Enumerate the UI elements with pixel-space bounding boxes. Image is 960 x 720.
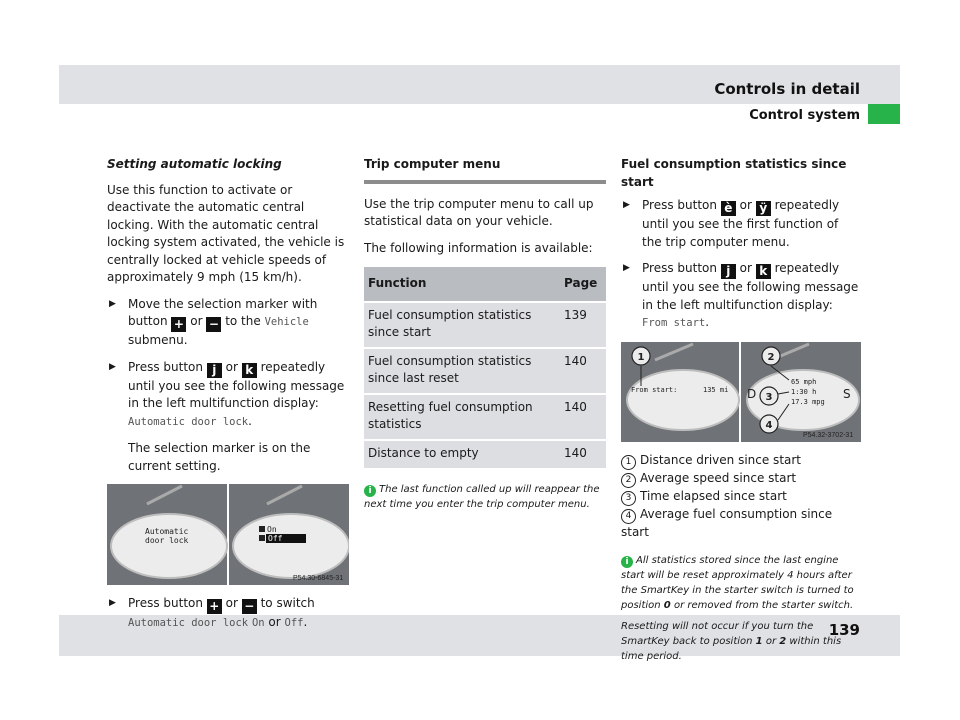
figure-speed: 65 mph [791, 377, 817, 386]
figure-left-line2: door lock [145, 536, 189, 545]
step-text: . [248, 413, 252, 428]
step-text: to switch [260, 596, 315, 610]
step-text: Press button [642, 198, 717, 212]
step-press-button [107, 359, 350, 432]
legend-item [621, 488, 861, 506]
figure-gear-d: D [747, 386, 757, 401]
table-header: Function [364, 267, 560, 302]
step-text: or [225, 596, 238, 610]
heading-fuel-stats: Fuel consumption statistics since start [621, 157, 847, 189]
step-text: or [739, 261, 752, 275]
minus-button-icon: − [242, 599, 257, 614]
callout-3-label: 3 [765, 391, 773, 403]
figure-time: 1:30 h [791, 387, 817, 396]
table-cell: Distance to empty [364, 440, 560, 469]
step-text: repeatedly until you see the following message in the left multifunction display: [128, 359, 345, 410]
note-text: All statistics stored since the last engine start will be reset approximately 4 hours after the SmartKey in the starter switch is turned to position [621, 555, 854, 611]
heading-rule [364, 180, 606, 184]
legend-text: Average speed since start [640, 470, 797, 485]
intro-paragraph: Use this function to activate or deactivate the automatic central locking. With the automatic central locking system activated, the vehicle is centrally locked at vehicle speeds of approximately 9 mph (15 km/h). [107, 182, 345, 284]
step-text: or [268, 615, 281, 629]
arrow-icon: ▶ [623, 263, 630, 273]
step-text: . [303, 615, 308, 629]
arrow-icon: ▶ [623, 200, 630, 210]
display-text: On [251, 617, 265, 629]
plus-button-icon: + [207, 599, 222, 614]
table-cell: 140 [560, 440, 606, 469]
legend-text: Average fuel consumption since start [621, 506, 833, 539]
legend-item [621, 506, 861, 542]
display-text: From start [642, 317, 706, 329]
step-text: Press button [128, 596, 203, 610]
arrow-icon: ▶ [109, 361, 116, 372]
info-icon: i [621, 556, 633, 568]
display-text: Vehicle [264, 316, 309, 328]
table-header: Page [560, 267, 606, 302]
trip-paragraph-2: The following information is available: [364, 240, 593, 255]
note-bold: 2 [779, 636, 787, 647]
arrow-icon: ▶ [109, 598, 116, 608]
note-text: or removed from the starter switch. [673, 600, 854, 611]
table-header-row [364, 267, 606, 302]
section-title: Controls in detail [714, 80, 860, 98]
figure-fuel: 17.3 mpg [791, 397, 825, 406]
figure-from-start-label: From start: [631, 385, 678, 394]
table-cell: Resetting fuel consumption statistics [364, 394, 560, 440]
figure-code: P54.30-6845-31 [293, 575, 344, 582]
figure-off: Off [268, 534, 283, 543]
page-up-button-icon: è [721, 201, 736, 216]
note-text: The last function called up will reappear the next time you enter the trip computer menu. [364, 483, 600, 510]
legend-text: Distance driven since start [640, 452, 802, 467]
legend-item [621, 470, 861, 488]
legend-number: 3 [621, 491, 636, 506]
display-illustration [621, 342, 861, 442]
step-text: Press button [128, 359, 203, 374]
display-text: Automatic door lock [128, 617, 249, 629]
figure-automatic-door-lock [107, 484, 349, 585]
step-text: repeatedly until you see the following message in the left multifunction display: [642, 261, 859, 312]
up-button-icon: k [242, 363, 257, 378]
section-subtitle: Control system [749, 108, 860, 123]
note-text: or [765, 636, 777, 647]
table-cell: 139 [560, 302, 606, 348]
step-text: to the [225, 314, 261, 328]
page-down-button-icon: ÿ [756, 201, 771, 216]
page-number: 139 [828, 621, 860, 639]
callout-4-label: 4 [765, 419, 773, 431]
table-row [364, 302, 606, 348]
legend-number: 4 [621, 509, 636, 524]
step-text: . [705, 315, 710, 329]
plus-button-icon: + [171, 317, 186, 332]
step-text: repeatedly until you see the first function of the trip computer menu. [642, 198, 840, 249]
legend-text: Time elapsed since start [640, 488, 787, 503]
table-cell: Fuel consumption statistics since start [364, 302, 560, 348]
callout-2-label: 2 [767, 351, 775, 363]
trip-paragraph-1: Use the trip computer menu to call up statistical data on your vehicle. [364, 196, 594, 228]
note-bold: 0 [663, 600, 671, 611]
display-text: Off [284, 617, 304, 629]
column-automatic-locking [107, 156, 350, 642]
step-from-start [621, 260, 861, 333]
note-text: Resetting will not occur if you turn the SmartKey back to position [621, 621, 814, 647]
legend-item [621, 452, 861, 470]
step-switch [107, 595, 350, 633]
column-trip-computer [364, 156, 606, 518]
note-text: within this time period. [621, 636, 842, 662]
legend-number: 1 [621, 455, 636, 470]
figure-on: On [267, 525, 277, 534]
figure-legend [621, 452, 861, 542]
figure-distance-value: 135 mi [703, 385, 729, 394]
down-button-icon: j [207, 363, 222, 378]
trip-note [364, 482, 606, 512]
step-text: Press button [642, 261, 717, 275]
minus-button-icon: − [206, 317, 221, 332]
function-table [364, 267, 606, 470]
legend-number: 2 [621, 473, 636, 488]
heading-trip-computer: Trip computer menu [364, 157, 501, 171]
display-illustration [107, 484, 349, 585]
arrow-icon: ▶ [109, 298, 116, 309]
table-row [364, 348, 606, 394]
step-text: submenu. [128, 333, 188, 347]
down-button-icon: j [721, 264, 736, 279]
step-text: or [190, 314, 203, 328]
step-text: or [225, 359, 238, 374]
display-text: Automatic door lock [128, 415, 249, 428]
reset-note [621, 553, 861, 613]
table-cell: Fuel consumption statistics since last reset [364, 348, 560, 394]
step-move-marker [107, 296, 350, 350]
figure-left-line1: Automatic [145, 527, 189, 536]
note-bold: 1 [755, 636, 763, 647]
figure-code: P54.32-3702-31 [803, 431, 854, 439]
figure-gear-s: S [843, 386, 851, 401]
step-first-function [621, 197, 861, 251]
figure-from-start [621, 342, 861, 442]
table-cell: 140 [560, 394, 606, 440]
step-text: Move the selection marker with button [128, 296, 318, 328]
table-row [364, 394, 606, 440]
table-cell: 140 [560, 348, 606, 394]
marker-note: The selection marker is on the current setting. [128, 441, 311, 473]
info-icon: i [364, 485, 376, 497]
step-text: or [739, 198, 752, 212]
section-marker [868, 104, 900, 124]
heading-automatic-locking: Setting automatic locking [107, 157, 282, 171]
column-fuel-stats [621, 156, 861, 670]
callout-1-label: 1 [637, 351, 645, 363]
up-button-icon: k [756, 264, 771, 279]
table-row [364, 440, 606, 469]
no-reset-note [621, 619, 861, 664]
